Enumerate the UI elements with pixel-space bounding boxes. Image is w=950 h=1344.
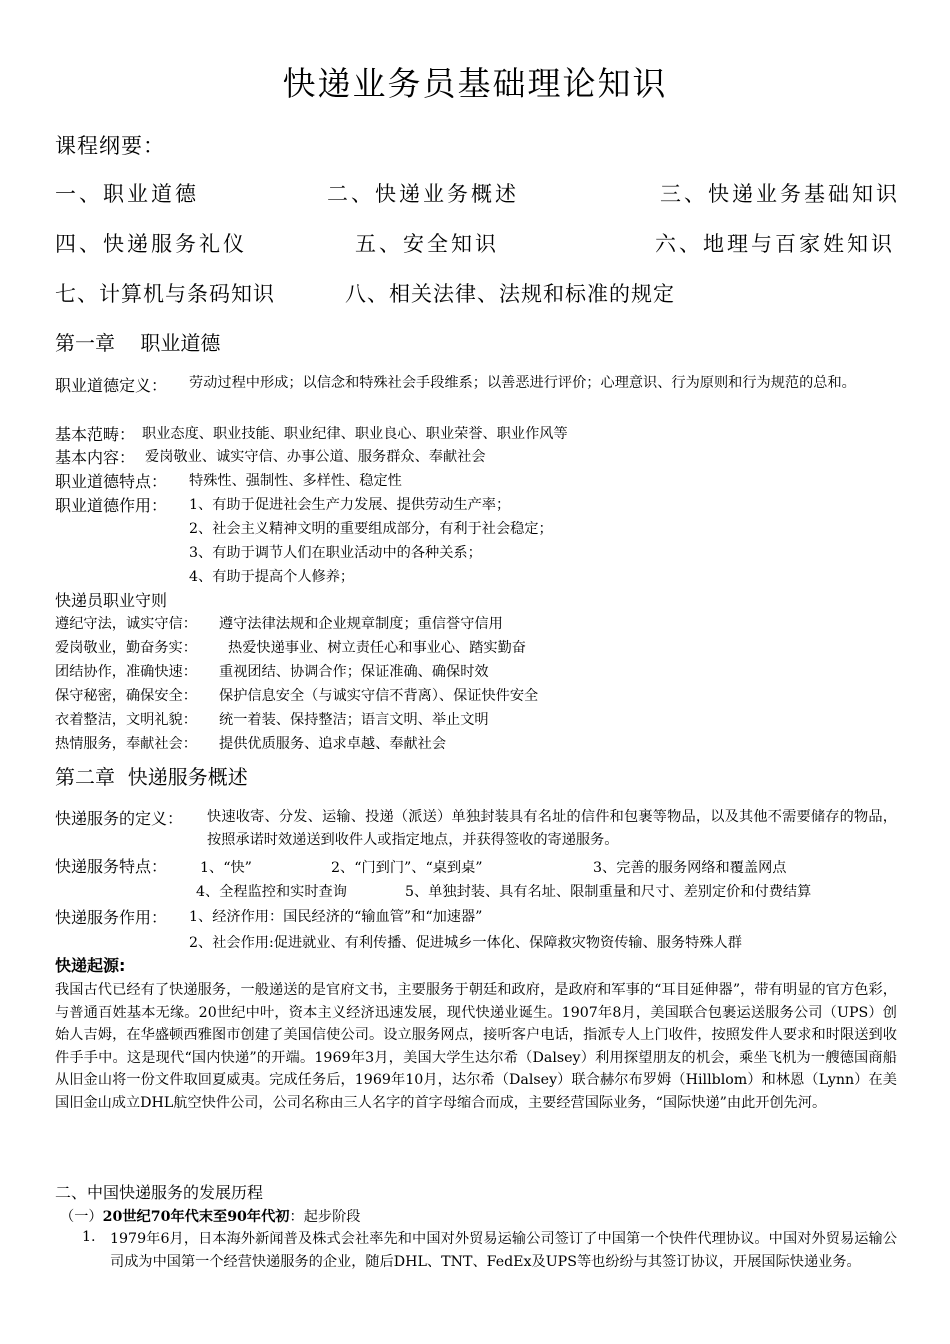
- features-text: 特殊性、强制性、多样性、稳定性: [189, 473, 402, 489]
- stage-prefix: （一）: [60, 1209, 103, 1225]
- service-role: 2、社会作用:促进就业、有利传播、促进城乡一体化、保障救灾物资传输、服务特殊人群: [189, 935, 742, 951]
- rule-label: 保守秘密，确保安全：: [55, 688, 197, 704]
- rule-text: 重视团结、协调合作；保证准确、确保时效: [219, 664, 489, 680]
- rule-label: 爱岗敬业，勤奋务实：: [55, 640, 197, 656]
- stage-suffix: ：起步阶段: [289, 1209, 361, 1225]
- service-definition-text: 快速收寄、分发、运输、投递（派送）单独封装具有名址的信件和包裹等物品，以及其他不需要储存的物品，按照承诺时效递送到收件人或指定地点，并获得签收的寄递服务。: [207, 809, 897, 848]
- features-label: 职业道德特点：: [55, 472, 168, 491]
- outline-item: 四、快递服务礼仪: [55, 232, 247, 256]
- category-label: 基本范畴：: [55, 425, 136, 444]
- origin-text: 我国古代已经有了快递服务，一般递送的是官府文书，主要服务于朝廷和政府，是政府和军事的“耳目延伸器”，带有明显的官方色彩，与普通百姓基本无缘。20世纪中叶，资本主义经济迅速发展，现代快递业诞生。1907年8月，美国联合包裹运送服务公司（UPS）创始人吉姆，在华盛顿西雅图市创建了美国信使公司。设立服务网点，接听客户电话，指派专人上门收件，按照发件人要求和时限送到收件手手中。这是现代“国内快递”的开端。1969年3月，美国大学生达尔希（Dalsey）利用探望朋友的机会，乘坐飞机为一艘德国商船从旧金山将一份文件取回夏威夷。完成任务后，1969年10月，达尔希（Dalsey）联合赫尔布罗姆（Hillblom）和林恩（Lynn）在美国旧金山成立DHL航空快件公司，公司名称由三人名字的首字母缩合而成，主要经营国际业务，“国际快递”由此开创先河。: [55, 982, 897, 1111]
- outline-item: 七、计算机与条码知识: [55, 282, 275, 306]
- rule-label: 热情服务，奉献社会：: [55, 736, 197, 752]
- stage-heading: [60, 1206, 360, 1226]
- service-feature: 4、全程监控和实时查询: [196, 884, 347, 900]
- rule-text: 热爱快递事业、树立责任心和事业心、踏实勤奋: [219, 640, 526, 656]
- roles-item: 2、社会主义精神文明的重要组成部分，有利于社会稳定；: [189, 521, 553, 537]
- definition-label: 职业道德定义：: [55, 376, 168, 395]
- category-text: 职业态度、职业技能、职业纪律、职业良心、职业荣誉、职业作风等: [142, 426, 568, 442]
- outline-heading: 课程纲要：: [55, 134, 165, 158]
- page-title: 快递业务员基础理论知识: [282, 64, 668, 103]
- service-feature: 2、“门到门”、“桌到桌”: [331, 860, 483, 876]
- rule-label: 遵纪守法，诚实守信：: [55, 616, 197, 632]
- chapter-heading: 第二章 快递服务概述: [55, 765, 248, 789]
- service-definition-label: 快递服务的定义：: [55, 809, 184, 828]
- roles-label: 职业道德作用：: [55, 496, 168, 515]
- history-item-number: 1.: [82, 1229, 96, 1245]
- outline-item: 六、地理与百家姓知识: [655, 232, 895, 256]
- definition-text: 劳动过程中形成；以信念和特殊社会手段维系；以善恶进行评价；心理意识、行为原则和行为规范的总和。: [189, 375, 856, 391]
- outline-item: 五、安全知识: [355, 232, 499, 256]
- service-feature: 3、完善的服务网络和覆盖网点: [593, 860, 787, 876]
- rule-text: 遵守法律法规和企业规章制度；重信誉守信用: [219, 616, 503, 632]
- outline-item: 八、相关法律、法规和标准的规定: [345, 282, 675, 306]
- chapter-heading: 第一章 职业道德: [55, 331, 221, 355]
- origin-label: 快递起源:: [55, 956, 126, 975]
- roles-item: 3、有助于调节人们在职业活动中的各种关系；: [189, 545, 482, 561]
- history-heading: 二、中国快递服务的发展历程: [55, 1183, 264, 1202]
- roles-item: 4、有助于提高个人修养；: [189, 569, 355, 585]
- service-role: 1、经济作用：国民经济的“输血管”和“加速器”: [189, 909, 483, 925]
- rule-label: 衣着整洁，文明礼貌：: [55, 712, 197, 728]
- outline-item: 二、快递业务概述: [327, 182, 519, 206]
- rule-label: 团结协作，准确快速：: [55, 664, 197, 680]
- service-feature: 5、单独封装、具有名址、限制重量和尺寸、差别定价和付费结算: [405, 884, 812, 900]
- service-features-label: 快递服务特点：: [55, 857, 168, 876]
- content-text: 爱岗敬业、诚实守信、办事公道、服务群众、奉献社会: [145, 449, 486, 465]
- roles-item: 1、有助于促进社会生产力发展、提供劳动生产率；: [189, 497, 511, 513]
- outline-item: 三、快递业务基础知识: [660, 182, 900, 206]
- rule-text: 保护信息安全（与诚实守信不背离）、保证快件安全: [219, 688, 539, 704]
- service-roles-label: 快递服务作用：: [55, 908, 168, 927]
- content-label: 基本内容：: [55, 448, 136, 467]
- rules-heading: 快递员职业守则: [55, 591, 168, 610]
- rule-text: 统一着装、保持整洁；语言文明、举止文明: [219, 712, 489, 728]
- rule-text: 提供优质服务、追求卓越、奉献社会: [219, 736, 447, 752]
- stage-period: 20世纪70年代末至90年代初: [102, 1209, 290, 1225]
- history-item-text: 1979年6月，日本海外新闻普及株式会社率先和中国对外贸易运输公司签订了中国第一个快件代理协议。中国对外贸易运输公司成为中国第一个经营快递服务的企业，随后DHL、TNT、FedEx及UPS等也纷纷与其签订协议，开展国际快递业务。: [110, 1231, 897, 1270]
- outline-item: 一、职业道德: [55, 182, 199, 206]
- service-feature: 1、“快”: [200, 860, 252, 876]
